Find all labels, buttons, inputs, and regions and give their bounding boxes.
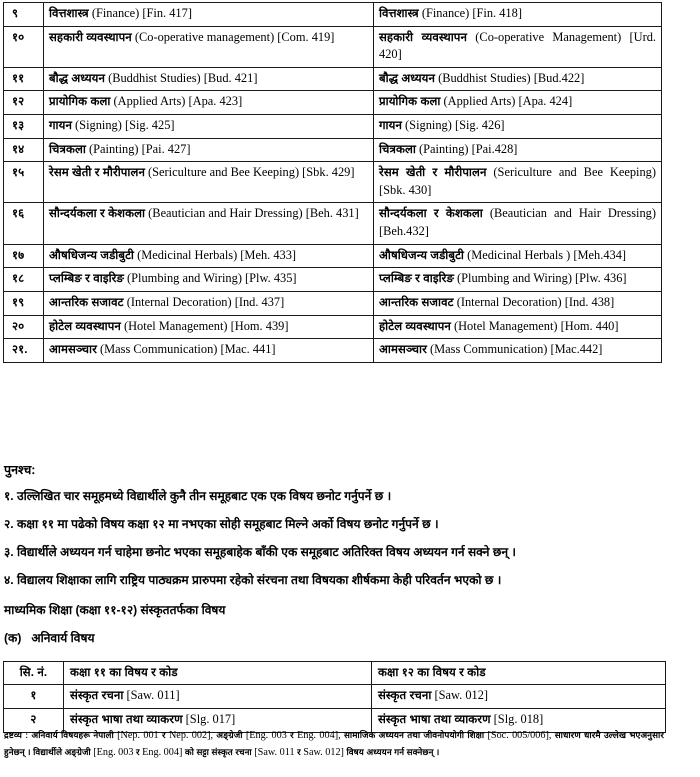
row-serial: १ [4, 685, 64, 709]
footnote-segment: र [297, 746, 304, 757]
row-grade11-subject: संस्कृत भाषा तथा व्याकरण [Slg. 017] [64, 709, 372, 733]
row-grade11-subject: औषधिजन्य जडीबुटी (Medicinal Herbals) [Meh. 433] [44, 244, 374, 268]
column-header-grade11: कक्षा ११ का विषय र कोड [64, 662, 372, 685]
row-grade12-subject: सौन्दर्यकला र केशकला (Beautician and Hair Dressing) [Beh.432] [374, 203, 662, 244]
row-serial: २ [4, 709, 64, 733]
table-row [4, 315, 662, 339]
footnote-segment: को सट्टा संस्कृत रचना [184, 746, 255, 757]
row-serial: १३ [4, 115, 44, 139]
subsection-text: अनिवार्य विषय [31, 631, 95, 645]
footnote-segment: र [161, 730, 169, 740]
row-grade11-subject: बौद्ध अध्ययन (Buddhist Studies) [Bud. 421] [44, 67, 374, 91]
row-grade12-subject: संस्कृत रचना [Saw. 012] [372, 685, 666, 709]
row-grade11-subject: प्लम्बिङ र वाइरिङ (Plumbing and Wiring) [Plw. 435] [44, 268, 374, 292]
row-serial: १२ [4, 91, 44, 115]
footnote-segment: र [290, 730, 298, 740]
note-item: ४. विद्यालय शिक्षाका लागि राष्ट्रिय पाठ्यक्रम प्रारुपमा रहेको संरचना तथा विषयका शीर्षकमा केही परिवर्तन भएको छ । [4, 573, 502, 588]
sanskrit-table-body [4, 662, 666, 733]
row-grade12-subject: बौद्ध अध्ययन (Buddhist Studies) [Bud.422] [374, 67, 662, 91]
footnote-segment: अङ्ग्रेजी [216, 730, 246, 740]
note-item: २. कक्षा ११ मा पढेको विषय कक्षा १२ मा नभएका सोही समूहबाट मिल्ने अर्को विषय छनोट गर्नुपर्ने छ । [4, 517, 439, 532]
row-serial: ९ [4, 3, 44, 27]
footnote-segment: विषय अध्ययन गर्न सक्नेछन् । [346, 746, 440, 757]
subsection-label: (क) [4, 631, 22, 645]
table-row [4, 268, 662, 292]
optional-subjects-table [3, 2, 662, 363]
table-row [4, 244, 662, 268]
note-item: ३. विद्यार्थीले अध्ययन गर्न चाहेमा छनोट भएका समूहबाहेक बाँकी एक समूहबाट अतिरिक्त विषय अध्ययन गर्न सक्ने छन् । [4, 545, 517, 560]
row-grade11-subject: आमसञ्चार (Mass Communication) [Mac. 441] [44, 339, 374, 363]
row-grade12-subject: होटेल व्यवस्थापन (Hotel Management) [Hom. 440] [374, 315, 662, 339]
row-serial: ११ [4, 67, 44, 91]
footnote-body [4, 730, 664, 757]
footnote-segment: [Saw. 011 [254, 746, 298, 758]
footnote-segment: [Eng. 003 [93, 746, 136, 758]
footnote-label: द्रष्टव्य : [4, 730, 29, 740]
row-grade11-subject: चित्रकला (Painting) [Pai. 427] [44, 138, 374, 162]
row-serial: २१. [4, 339, 44, 363]
footnote-segment: [Eng. 003 [245, 730, 291, 741]
row-grade11-subject: होटेल व्यवस्थापन (Hotel Management) [Hom. 439] [44, 315, 374, 339]
note-item: १. उल्लिखित चार समूहमध्ये विद्यार्थीले कुनै तीन समूहबाट एक एक विषय छनोट गर्नुपर्ने छ । [4, 489, 392, 503]
row-grade11-subject: रेसम खेती र मौरीपालन (Sericulture and Bee Keeping) [Sbk. 429] [44, 162, 374, 203]
footnote-segment: [Nep. 001 [117, 730, 162, 741]
table-row [4, 162, 662, 203]
notes-heading: पुनश्च: [4, 463, 36, 477]
footnote-segment: [Soc. 005/006], [487, 730, 555, 741]
notes-block [4, 461, 674, 600]
footnote-segment: Eng. 004], [297, 730, 344, 741]
row-grade11-subject: सौन्दर्यकला र केशकला (Beautician and Hair Dressing) [Beh. 431] [44, 203, 374, 244]
row-grade11-subject: वित्तशास्त्र (Finance) [Fin. 417] [44, 3, 374, 27]
row-grade11-subject: सहकारी व्यवस्थापन (Co-operative management) [Com. 419] [44, 26, 374, 67]
row-grade11-subject: गायन (Signing) [Sig. 425] [44, 115, 374, 139]
row-serial: २० [4, 315, 44, 339]
row-grade12-subject: प्लम्बिङ र वाइरिङ (Plumbing and Wiring) [Plw. 436] [374, 268, 662, 292]
table-row [4, 115, 662, 139]
row-grade12-subject: आन्तरिक सजावट (Internal Decoration) [Ind. 438] [374, 291, 662, 315]
table-header-row [4, 662, 666, 685]
footnote-segment: र [136, 746, 143, 757]
column-header-serial: सि. नं. [4, 662, 64, 685]
row-serial: १४ [4, 138, 44, 162]
column-header-grade12: कक्षा १२ का विषय र कोड [372, 662, 666, 685]
table-row [4, 91, 662, 115]
row-grade12-subject: गायन (Signing) [Sig. 426] [374, 115, 662, 139]
footnote-segment: सामाजिक अध्ययन तथा जीवनोपयोगी शिक्षा [344, 730, 488, 740]
table-row [4, 339, 662, 363]
footnote-segment: अनिवार्य विषयहरू नेपाली [31, 730, 118, 740]
row-grade12-subject: औषधिजन्य जडीबुटी (Medicinal Herbals ) [Meh.434] [374, 244, 662, 268]
table-row [4, 138, 662, 162]
subsection-heading [4, 629, 95, 646]
row-serial: १८ [4, 268, 44, 292]
row-grade12-subject: प्रायोगिक कला (Applied Arts) [Apa. 424] [374, 91, 662, 115]
row-serial: १६ [4, 203, 44, 244]
row-grade12-subject: आमसञ्चार (Mass Communication) [Mac.442] [374, 339, 662, 363]
row-serial: १० [4, 26, 44, 67]
section-heading: माध्यमिक शिक्षा (कक्षा ११-१२) संस्कृततर्फका विषय [4, 603, 226, 617]
compulsory-sanskrit-subjects-table [3, 661, 666, 733]
row-serial: १५ [4, 162, 44, 203]
footnote-segment: Nep. 002], [168, 730, 217, 741]
footnote [4, 728, 664, 761]
row-grade11-subject: आन्तरिक सजावट (Internal Decoration) [Ind. 437] [44, 291, 374, 315]
footnote-segment: Eng. 004] [142, 746, 185, 758]
table-row [4, 203, 662, 244]
row-grade11-subject: प्रायोगिक कला (Applied Arts) [Apa. 423] [44, 91, 374, 115]
footnote-segment: साधारण धारमै उल्लेख भएअनुसार हुनेछन् । विद्यार्थीले अङ्ग्रेजी [4, 730, 664, 757]
table-row [4, 26, 662, 67]
table-row [4, 685, 666, 709]
row-grade12-subject: संस्कृत भाषा तथा व्याकरण [Slg. 018] [372, 709, 666, 733]
table-row [4, 3, 662, 27]
row-grade12-subject: सहकारी व्यवस्थापन (Co-operative Management) [Urd. 420] [374, 26, 662, 67]
row-grade12-subject: रेसम खेती र मौरीपालन (Sericulture and Bee Keeping) [Sbk. 430] [374, 162, 662, 203]
footnote-segment: Saw. 012] [303, 746, 347, 758]
table-row [4, 67, 662, 91]
row-grade11-subject: संस्कृत रचना [Saw. 011] [64, 685, 372, 709]
row-grade12-subject: चित्रकला (Painting) [Pai.428] [374, 138, 662, 162]
row-grade12-subject: वित्तशास्त्र (Finance) [Fin. 418] [374, 3, 662, 27]
subjects-table-body [4, 3, 662, 363]
row-serial: १९ [4, 291, 44, 315]
row-serial: १७ [4, 244, 44, 268]
table-row [4, 291, 662, 315]
